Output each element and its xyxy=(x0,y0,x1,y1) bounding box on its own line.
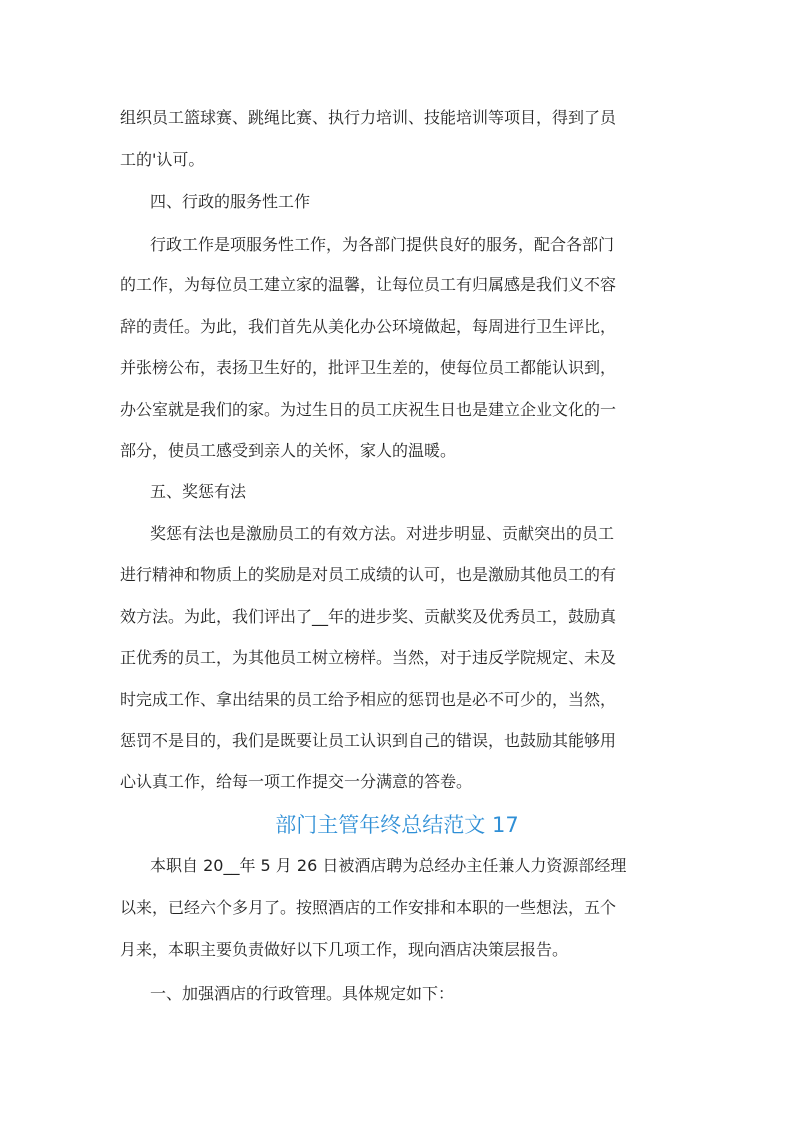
paragraph-2-line-3: 辞的责任。为此，我们首先从美化办公环境做起，每周进行卫生评比， xyxy=(120,317,617,336)
paragraph-4-line-1: 本职自 20__年 5 月 26 日被酒店聘为总经办主任兼人力资源部经理 xyxy=(150,856,627,875)
paragraph-2-line-4: 并张榜公布，表扬卫生好的，批评卫生差的，使每位员工都能认识到， xyxy=(120,358,617,377)
paragraph-3-line-2: 进行精神和物质上的奖励是对员工成绩的认可，也是激励其他员工的有 xyxy=(120,565,617,584)
paragraph-3-line-7: 心认真工作，给每一项工作提交一分满意的答卷。 xyxy=(120,772,473,791)
paragraph-2-line-2: 的工作，为每位员工建立家的温馨，让每位员工有归属感是我们义不容 xyxy=(120,275,617,294)
paragraph-3-line-3: 效方法。为此，我们评出了__年的进步奖、贡献奖及优秀员工，鼓励真 xyxy=(120,607,617,626)
section-heading-5: 五、奖惩有法 xyxy=(150,482,247,501)
paragraph-4-line-2: 以来，已经六个多月了。按照酒店的工作安排和本职的一些想法，五个 xyxy=(120,898,617,917)
paragraph-4-line-3: 月来，本职主要负责做好以下几项工作，现向酒店决策层报告。 xyxy=(120,940,569,959)
paragraph-2-line-1: 行政工作是项服务性工作，为各部门提供良好的服务，配合各部门 xyxy=(150,235,615,254)
paragraph-3-line-1: 奖惩有法也是激励员工的有效方法。对进步明显、贡献突出的员工 xyxy=(150,524,615,543)
article-title: 部门主管年终总结范文 17 xyxy=(275,813,519,837)
paragraph-3-line-4: 正优秀的员工，为其他员工树立榜样。当然，对于违反学院规定、未及 xyxy=(120,648,617,667)
paragraph-3-line-6: 惩罚不是目的，我们是既要让员工认识到自己的错误，也鼓励其能够用 xyxy=(120,731,617,750)
paragraph-1-line-1: 组织员工篮球赛、跳绳比赛、执行力培训、技能培训等项目，得到了员 xyxy=(120,108,617,127)
paragraph-2-line-6: 部分，使员工感受到亲人的关怀，家人的温暖。 xyxy=(120,441,457,460)
section-heading-1: 一、加强酒店的行政管理。具体规定如下： xyxy=(150,984,455,1003)
paragraph-1-line-2: 工的'认可。 xyxy=(120,150,205,169)
section-heading-4: 四、行政的服务性工作 xyxy=(150,192,311,211)
paragraph-3-line-5: 时完成工作、拿出结果的员工给予相应的惩罚也是必不可少的，当然， xyxy=(120,690,617,709)
paragraph-2-line-5: 办公室就是我们的家。为过生日的员工庆祝生日也是建立企业文化的一 xyxy=(120,400,617,419)
